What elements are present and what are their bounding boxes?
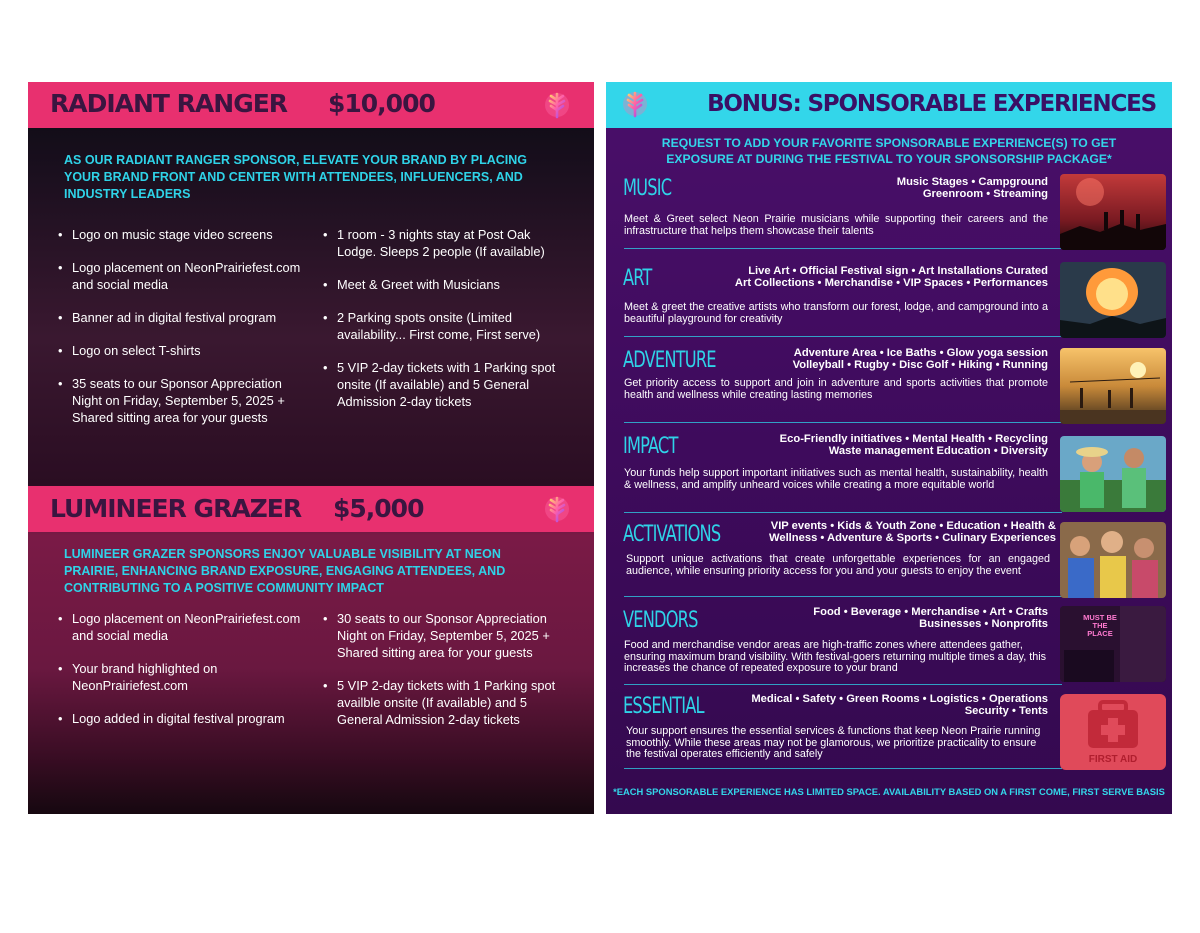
list-item: • Logo placement on NeonPrairiefest.com and social media — [58, 259, 308, 293]
wheat-logo-icon — [542, 90, 572, 120]
list-item: • Logo added in digital festival program — [58, 710, 308, 727]
volleyball-photo — [1060, 348, 1166, 424]
radiant-ranger-price: $10,000 — [328, 89, 435, 118]
list-item: • Banner ad in digital festival program — [58, 309, 308, 326]
experience-title: VENDORS — [623, 608, 698, 633]
tags-line: Music Stages • Campground — [896, 176, 1048, 188]
volunteers-photo — [1060, 436, 1166, 512]
list-item: • Logo on select T-shirts — [58, 342, 308, 359]
first-aid-icon — [1060, 694, 1166, 770]
experience-title: ESSENTIAL — [623, 694, 704, 719]
sponsorable-experiences-panel — [606, 82, 1172, 814]
tags-line: Art Collections • Merchandise • VIP Spaces • Performances — [734, 277, 1048, 289]
list-item: • Logo on music stage video screens — [58, 226, 308, 243]
experience-tags — [751, 693, 1048, 717]
bonus-header — [606, 82, 1172, 128]
tags-line: VIP events • Kids & Youth Zone • Education • Health & — [770, 520, 1056, 532]
radiant-ranger-header — [28, 82, 594, 128]
lumineer-benefits-left — [58, 610, 308, 743]
list-item: • Your brand highlighted on NeonPrairiefest.com — [58, 660, 308, 694]
experience-tags — [793, 347, 1048, 371]
neon-sign: MUST BE THE PLACE — [1083, 613, 1117, 638]
tags-line: Medical • Safety • Green Rooms • Logistics • Operations — [751, 693, 1048, 705]
experience-description: Food and merchandise vendor areas are high-traffic zones where attendees gather, ensuring maximum brand visibility. With festival-goers returning multiple times a day, this increases the chance of repeated exposure to your brand — [624, 639, 1047, 675]
experience-description: Meet & Greet select Neon Prairie musicians while supporting their careers and the infrastructure that helps them showcase their talents — [624, 213, 1048, 237]
experience-title: ART — [623, 266, 652, 291]
first-aid-label: FIRST AID — [1088, 754, 1138, 765]
tags-line: Volleyball • Rugby • Disc Golf • Hiking • Running — [792, 359, 1048, 371]
experience-title: MUSIC — [623, 176, 672, 201]
divider — [624, 512, 1062, 513]
experience-tags — [780, 433, 1048, 457]
list-item: • 5 VIP 2-day tickets with 1 Parking spot availble onsite (If available) and 5 General Admission 2-day tickets — [323, 677, 573, 728]
tags-line: Food • Beverage • Merchandise • Art • Crafts — [813, 606, 1048, 618]
list-item: • 5 VIP 2-day tickets with 1 Parking spot onsite (If available) and 5 General Admission 2-day tickets — [323, 359, 573, 410]
divider — [624, 422, 1062, 423]
radiant-benefits-left — [58, 226, 308, 442]
tags-line: Security • Tents — [964, 705, 1048, 717]
divider — [624, 336, 1062, 337]
lumineer-grazer-price: $5,000 — [333, 494, 424, 523]
radiant-benefits-right — [323, 226, 573, 426]
bonus-title: BONUS: SPONSORABLE EXPERIENCES — [707, 91, 1156, 117]
experience-tags — [769, 520, 1056, 544]
divider — [624, 684, 1062, 685]
lumineer-benefits-right — [323, 610, 573, 744]
list-item: • 30 seats to our Sponsor Appreciation Night on Friday, September 5, 2025 + Shared sitting area for your guests — [323, 610, 573, 661]
experience-description: Your support ensures the essential services & functions that keep Neon Prairie running smoothly. While these areas may not be glamorous, we prioritize practicality to ensure the festival operates efficiently and safely — [626, 725, 1041, 761]
list-item: • Logo placement on NeonPrairiefest.com and social media — [58, 610, 308, 644]
lumineer-grazer-header — [28, 486, 594, 532]
experience-title: ADVENTURE — [623, 348, 716, 373]
concert-photo — [1060, 174, 1166, 250]
divider — [624, 248, 1062, 249]
crowd-photo — [1060, 522, 1166, 598]
experience-tags — [813, 606, 1048, 630]
tags-line: Eco-Friendly initiatives • Mental Health • Recycling — [779, 433, 1048, 445]
tags-line: Businesses • Nonprofits — [919, 618, 1048, 630]
list-item: • 1 room - 3 nights stay at Post Oak Lodge. Sleeps 2 people (If available) — [323, 226, 573, 260]
experience-title: IMPACT — [623, 434, 678, 459]
lumineer-grazer-title: LUMINEER GRAZER — [50, 494, 302, 523]
wheat-logo-icon — [542, 494, 572, 524]
sponsor-tiers-panel — [28, 82, 594, 814]
bonus-intro: REQUEST TO ADD YOUR FAVORITE SPONSORABLE EXPERIENCE(S) TO GET EXPOSURE AT DURING THE FESTIVAL TO YOUR SPONSORSHIP PACKAGE* — [661, 136, 1117, 166]
tags-line: Live Art • Official Festival sign • Art Installations Curated — [748, 265, 1048, 277]
list-item: • 2 Parking spots onsite (Limited availability... First come, First serve) — [323, 309, 573, 343]
fire-photo — [1060, 262, 1166, 338]
footer-note: *EACH SPONSORABLE EXPERIENCE HAS LIMITED SPACE. AVAILABILITY BASED ON A FIRST COME, FIRST SERVE BASIS — [613, 786, 1165, 797]
experience-description: Your funds help support important initiatives such as mental health, sustainability, health & wellness, and amplify unheard voices while creating a more equitable world — [624, 467, 1048, 491]
radiant-ranger-intro: AS OUR RADIANT RANGER SPONSOR, ELEVATE YOUR BRAND BY PLACING YOUR BRAND FRONT AND CENTER WITH ATTENDEES, INFLUENCERS, AND INDUSTRY LEADERS — [64, 153, 528, 201]
tags-line: Adventure Area • Ice Baths • Glow yoga session — [793, 347, 1048, 359]
list-item: • 35 seats to our Sponsor Appreciation Night on Friday, September 5, 2025 + Shared sitting area for your guests — [58, 375, 308, 426]
experience-title: ACTIVATIONS — [623, 522, 721, 547]
lumineer-grazer-intro: LUMINEER GRAZER SPONSORS ENJOY VALUABLE VISIBILITY AT NEON PRAIRIE, ENHANCING BRAND EXPOSURE, ENGAGING ATTENDEES, AND CONTRIBUTING TO A POSITIVE COMMUNITY IMPACT — [64, 547, 506, 595]
divider — [624, 768, 1062, 769]
list-item: • Meet & Greet with Musicians — [323, 276, 573, 293]
experience-description: Get priority access to support and join in adventure and sports activities that promote health and wellness while creating lasting memories — [624, 377, 1048, 401]
experience-tags — [897, 176, 1048, 200]
divider — [624, 596, 1062, 597]
experience-description: Support unique activations that create unforgettable experiences for an engaged audience, while ensuring priority access for you and your guests to enjoy the event — [626, 553, 1050, 577]
vendor-booth-photo — [1060, 606, 1166, 682]
tags-line: Greenroom • Streaming — [922, 188, 1048, 200]
tags-line: Waste management Education • Diversity — [828, 445, 1048, 457]
experience-description: Meet & greet the creative artists who transform our forest, lodge, and campground into a beautiful playground for creativity — [624, 301, 1048, 325]
experience-tags — [735, 265, 1048, 289]
radiant-ranger-title: RADIANT RANGER — [50, 89, 288, 118]
tags-line: Wellness • Adventure & Sports • Culinary Experiences — [769, 532, 1056, 544]
wheat-logo-icon — [620, 89, 650, 119]
